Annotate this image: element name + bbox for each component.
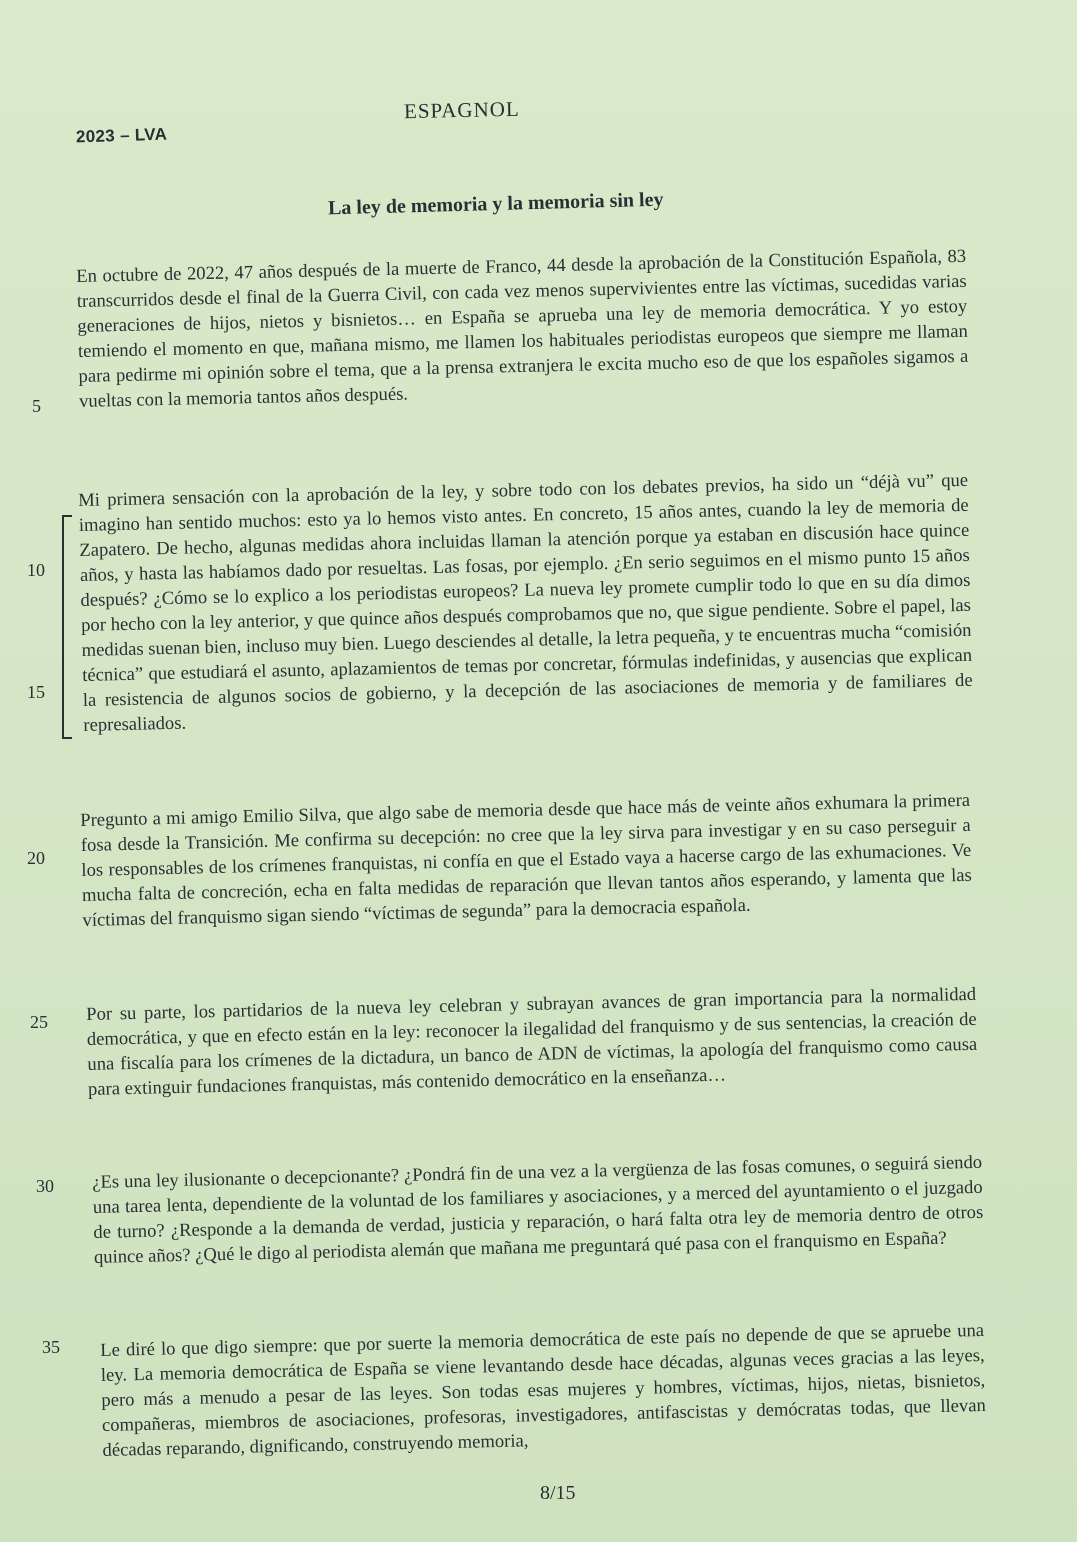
line-number: 15 xyxy=(27,682,45,702)
line-number: 5 xyxy=(32,396,41,416)
line-number: 35 xyxy=(42,1337,60,1357)
subject-heading: ESPAGNOL xyxy=(403,96,520,124)
paragraph-1: En octubre de 2022, 47 años después de la muerte de Franco, 44 desde la aprobación de la Constitución Española, 83 transcurridos desde el final de la Guerra Civil, con cada vez menos supervivientes entre las víctimas, sucedidas varias generaciones de hijos, nietos y bisnietos… en España se aprueba una ley de memoria democrática. Y yo estoy temiendo el momento en que, mañana mismo, me llamen los habituales periodistas europeos que siempre me llaman para pedirme mi opinión sobre el tema, que a la prensa extranjera le excita mucho eso de que los españoles sigamos a vueltas con la memoria tantos años después. xyxy=(76,245,969,412)
paragraph-2: Mi primera sensación con la aprobación de la ley, y sobre todo con los debates previos, ha sido un “déjà vu” que imagino han sentido muchos: esto ya lo hemos visto antes. En concreto, 15 años antes, cuando la ley de memoria de Zapatero. De hecho, algunas medidas ahora incluidas llaman la atención porque ya estaban en discusión hace quince años, y hasta las habíamos dado por resueltas. Las fosas, por ejemplo. ¿En serio seguimos en el mismo punto 15 años después? ¿Cómo se lo explico a los periodistas europeos? La nueva ley promete cumplir todo lo que en su día dimos por hecho con la ley anterior, y que quince años después comprobamos que no, que sigue pendiente. Sobre el papel, las medidas suenan bien, incluso muy bien. Luego desciendes al detalle, la letra pequeña, y te encuentras mucha “comisión técnica” que estudiará el asunto, aplazamientos de temas por concretar, fórmulas indefinidas, y ausencias que explican la resistencia de algunos socios de gobierno, y la decepción de las asociaciones de memoria y de familiares de represaliados. xyxy=(78,469,973,736)
article-title: La ley de memoria y la memoria sin ley xyxy=(327,188,664,220)
line-number: 20 xyxy=(27,848,45,868)
line-number: 30 xyxy=(36,1176,54,1196)
page-number: 8/15 xyxy=(540,1482,576,1504)
paragraph-4: Por su parte, los partidarios de la nueva ley celebran y subrayan avances de gran importancia para la normalidad democrática, y que en efecto están en la ley: reconocer la ilegalidad del franquismo y de sus sentencias, la creación de una fiscalía para los crímenes de la dictadura, un banco de ADN de víctimas, la apología del franquismo como causa para extinguir fundaciones franquistas, más contenido democrático en la enseñanza… xyxy=(86,983,978,1100)
margin-bracket xyxy=(62,515,72,739)
exam-code: 2023 – LVA xyxy=(75,124,168,147)
paragraph-3: Pregunto a mi amigo Emilio Silva, que algo sabe de memoria desde que hace más de veinte años exhumara la primera fosa desde la Transición. Me confirma su decepción: no cree que la ley sirva para investigar y en su caso perseguir a los responsables de los crímenes franquistas, ni confía en que el Estado vaya a hacerse cargo de las exhumaciones. Ve mucha falta de concreción, echa en falta medidas de reparación que llevan tantos años esperando, y lamenta que las víctimas del franquismo sigan siendo “víctimas de segunda” para la democracia española. xyxy=(80,789,972,931)
paragraph-5: ¿Es una ley ilusionante o decepcionante? ¿Pondrá fin de una vez a la vergüenza de las fosas comunes, o seguirá siendo una tarea lenta, dependiente de la voluntad de los familiares y asociaciones, y a merced del ayuntamiento o el juzgado de turno? ¿Responde a la demanda de verdad, justicia y reparación, o hará falta otra ley de memoria dentro de otros quince años? ¿Qué le digo al periodista alemán que mañana me preguntará qué pasa con el franquismo en España? xyxy=(92,1151,984,1268)
paragraph-6: Le diré lo que digo siempre: que por suerte la memoria democrática de este país no depende de que se apruebe una ley. La memoria democrática de España se viene levantando desde hace décadas, algunas veces gracias a las leyes, pero más a menudo a pesar de las leyes. Son todas esas mujeres y hombres, víctimas, hijos, nietas, bisnietos, compañeras, miembros de asociaciones, profesoras, investigadores, antifascistas y demócratas todas, que llevan décadas reparando, dignificando, construyendo memoria, xyxy=(100,1319,986,1461)
line-number: 25 xyxy=(30,1012,48,1032)
line-number: 10 xyxy=(27,560,45,580)
